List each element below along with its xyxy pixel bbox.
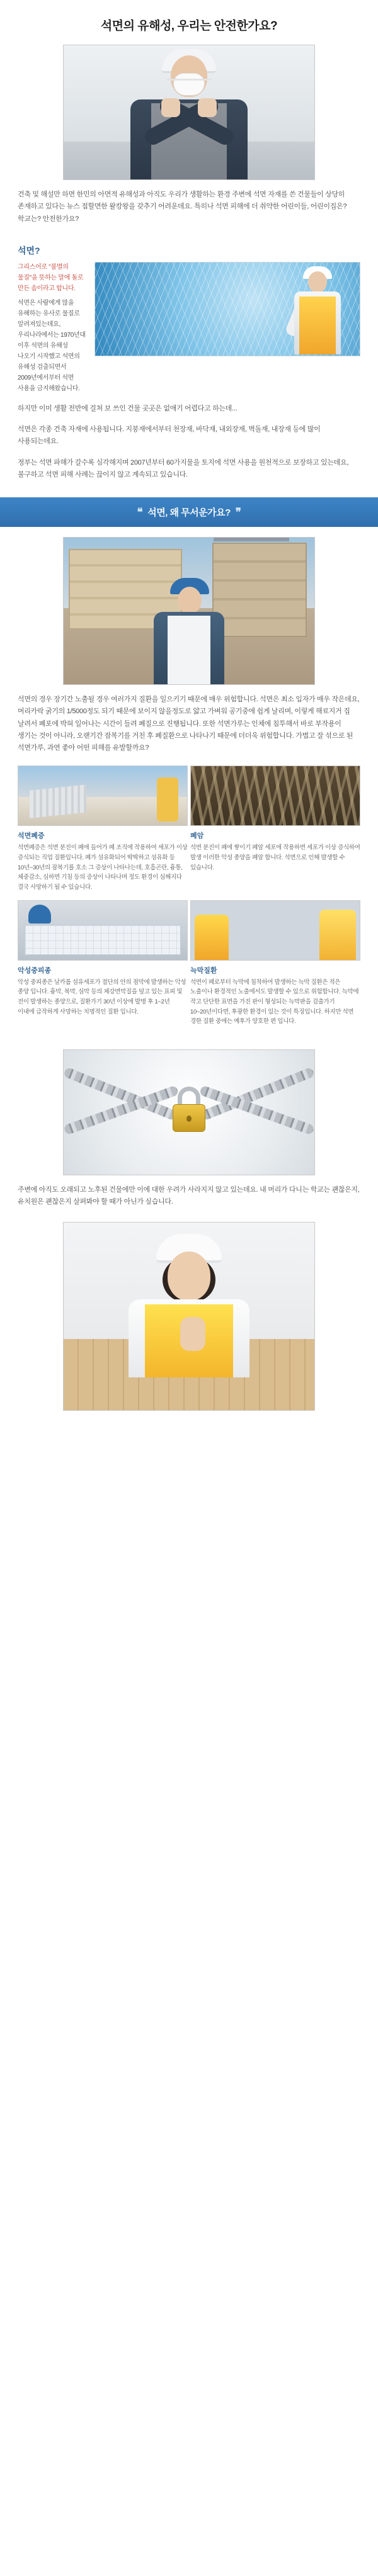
quote-close-icon: ❞ xyxy=(235,506,241,518)
section1-right-body2: 석면은 각종 건축 자재에 사용됩니다. 지붕재에서부터 천장재, 바닥재, 내외장재, 벽돌재, 내장재 등에 많이 사용되는데요. xyxy=(18,426,321,446)
section1-columns xyxy=(0,262,378,394)
photo-building-right xyxy=(212,543,307,637)
photo-padlock-keyhole xyxy=(186,1116,192,1122)
card-title-pleural-disease: 늑막질환 xyxy=(190,966,217,974)
card-body-asbestosis: 석면폐증은 석면 분진이 폐에 들어가 폐 조직에 작용하여 세포가 이상 증식되는 직업 질환입니다. 폐가 섬유화되어 딱딱하고 섬유화 등 10년~30년의 잠복기를 호소 그 증상이 나타나는데, 호흡곤란, 흉통, 체중감소, 심하면 기침 등의 증상이 나타나며 정도 환경이 심해지다 결국 사망하기 될 수 있습니다. xyxy=(18,844,188,891)
card-title-asbestosis: 석면폐증 xyxy=(18,832,45,840)
closing-paragraph: 주변에 아직도 오래되고 노후된 건물에만 이에 대한 우려가 사라지지 않고 있는데요. 내 머리가 다니는 학교는 괜찮은지, 유치원은 괜찮은지 살펴봐야 할 때가 아닌가 싶습니다. xyxy=(18,1185,360,1206)
photo-crane xyxy=(214,538,289,541)
quote-open-icon: ❝ xyxy=(137,506,143,518)
photo-dust-mask xyxy=(173,73,205,96)
photo-thumbs-up-hand xyxy=(180,1317,205,1351)
hero-photo-masked-worker xyxy=(63,45,315,180)
card-body-pleural-disease: 석면이 폐로부터 늑막에 침착하여 발생하는 늑막 질환은 적은 노출이나 환경적인 노출에서도 발생할 수 있으로 위험합니다. 늑막에 작고 단단한 표면을 가진 판이 형성되는 늑막판을 검출가기 10~20년이다면, 후광한 환경이 있는 것이 특징입니다. 하지만 석면 경한 질환 중에는 예후가 양호한 편 입니다. xyxy=(190,978,359,1025)
photo-hand-left xyxy=(161,98,180,117)
card-image-safety-workers xyxy=(190,900,360,961)
intro-paragraph: 건축 및 해설만 하면 한민의 아면적 유해성과 아직도 우리가 생활하는 환경 주변에 석면 자재를 쓴 건물들이 상당히 존재하고 있다는 뉴스 접할면한 왈캉왕을 갖추기 어려운데요. 특히나 석면 피해에 더 취약한 어린이들, 어린이집은? 학교는? 안전한가요? xyxy=(18,191,347,223)
card-mesothelioma xyxy=(18,900,188,1033)
photo-hand-right xyxy=(198,98,217,117)
photo-worker-head xyxy=(308,271,327,293)
fiber-photo-worker xyxy=(94,262,360,356)
card-image-blueprint xyxy=(18,900,188,961)
photo-site-shirt xyxy=(168,616,210,685)
card-title-lung-cancer: 폐암 xyxy=(190,832,204,840)
banner-question xyxy=(0,497,378,527)
card-image-slate-roof xyxy=(18,765,188,826)
section1-right-body: 하지만 이미 생활 전반에 걸쳐 보 쓰인 건물 곳곳은 없애기 어렵다고 하는데... xyxy=(18,404,238,412)
page-title: 석면의 유해성, 우리는 안전한가요? xyxy=(100,20,278,33)
banner-text: 석면, 왜 무서운가요? xyxy=(147,507,231,518)
section2-body: 석면의 경우 장기간 노출될 경우 여러가지 질환을 일으키기 때문에 매우 위험합니다. 석면은 최소 입자가 매우 작은데요, 머리카락 굵기의 1/5000정도 되기 때문에 보이지 않을정도로 얇고 가벼워 공기중에 쉽게 날리며, 이렇게 해료지거 집 날려서 폐포에 박혀 일어나는 시간이 들려 폐질으로 진행됩니다. 또한 석면가루는 인체에 침투해서 바로 부작용이 생기는 것이 아니라, 오랜기간 잠복기를 거친 후 폐질환으로 나타나기 때문에 더더욱 위험합니다. 가볍고 잘 섞으로 된 석면가루, 과연 좋아 어떤 피해를 유발할까요? xyxy=(18,696,360,752)
thumbs-up-worker-photo xyxy=(63,1222,315,1411)
card-lung-cancer xyxy=(190,765,360,898)
photo-final-head xyxy=(168,1251,210,1301)
photo-worker-vest xyxy=(299,297,336,354)
chain-padlock-photo xyxy=(63,1049,315,1175)
card-image-insulation-pipes xyxy=(190,765,360,826)
section1-lead: 그리스어로 "불멸의 물질"을 뜻하는 말에 돌로 만든 솜이라고 합니다. xyxy=(18,263,84,292)
card-asbestosis xyxy=(18,765,188,898)
card-body-lung-cancer: 석면 분진이 폐에 쌓이기 폐암 세포에 작용하면 세포가 이상 증식하여 발생 이러한 악성 종양을 폐암 합니다. 석면으로 인해 발생할 수 있습니다. xyxy=(190,844,360,871)
construction-site-photo xyxy=(63,537,315,685)
section-heading-asbestos: 석면? xyxy=(18,245,40,256)
photo-site-head xyxy=(178,587,202,614)
disease-cards-grid xyxy=(0,754,378,1033)
section1-right-body3: 정부는 석면 파해가 갈수록 심각해지며 2007년부터 60가지물을 토지에 석면 사용을 원천적으로 보장하고 있는데요, 불구하고 석면 피해 사례는 끊이지 않고 계속되고 있습니다. xyxy=(18,458,349,478)
card-body-mesothelioma: 악성 중피종은 날카롭 섬유세포가 절단의 안의 점막에 발생하는 악성 종양 입니다. 흉막, 복막, 심막 등의 체강면막질을 덮고 있는 표피 및 전이 발생하는 종양으로, 질환가기 30년 이상에 발병 후 1~2년 이내에 급작하게 사망하는 치명적인 질환 입니다. xyxy=(18,978,186,1015)
card-title-mesothelioma: 악성중피종 xyxy=(18,966,52,974)
section1-left-text xyxy=(18,262,87,394)
section1-left-body: 석면은 사람에게 많을 유해하는 유사로 물질로 알려져있는데요, 우리나라에서는 1970년대 이후 석면의 유해성 나오기 시작했고 석면의 유해성 검출되면서 2009년에서부터 석면 사용을 금지해왔습니다. xyxy=(18,299,86,392)
card-pleural-disease xyxy=(190,900,360,1033)
